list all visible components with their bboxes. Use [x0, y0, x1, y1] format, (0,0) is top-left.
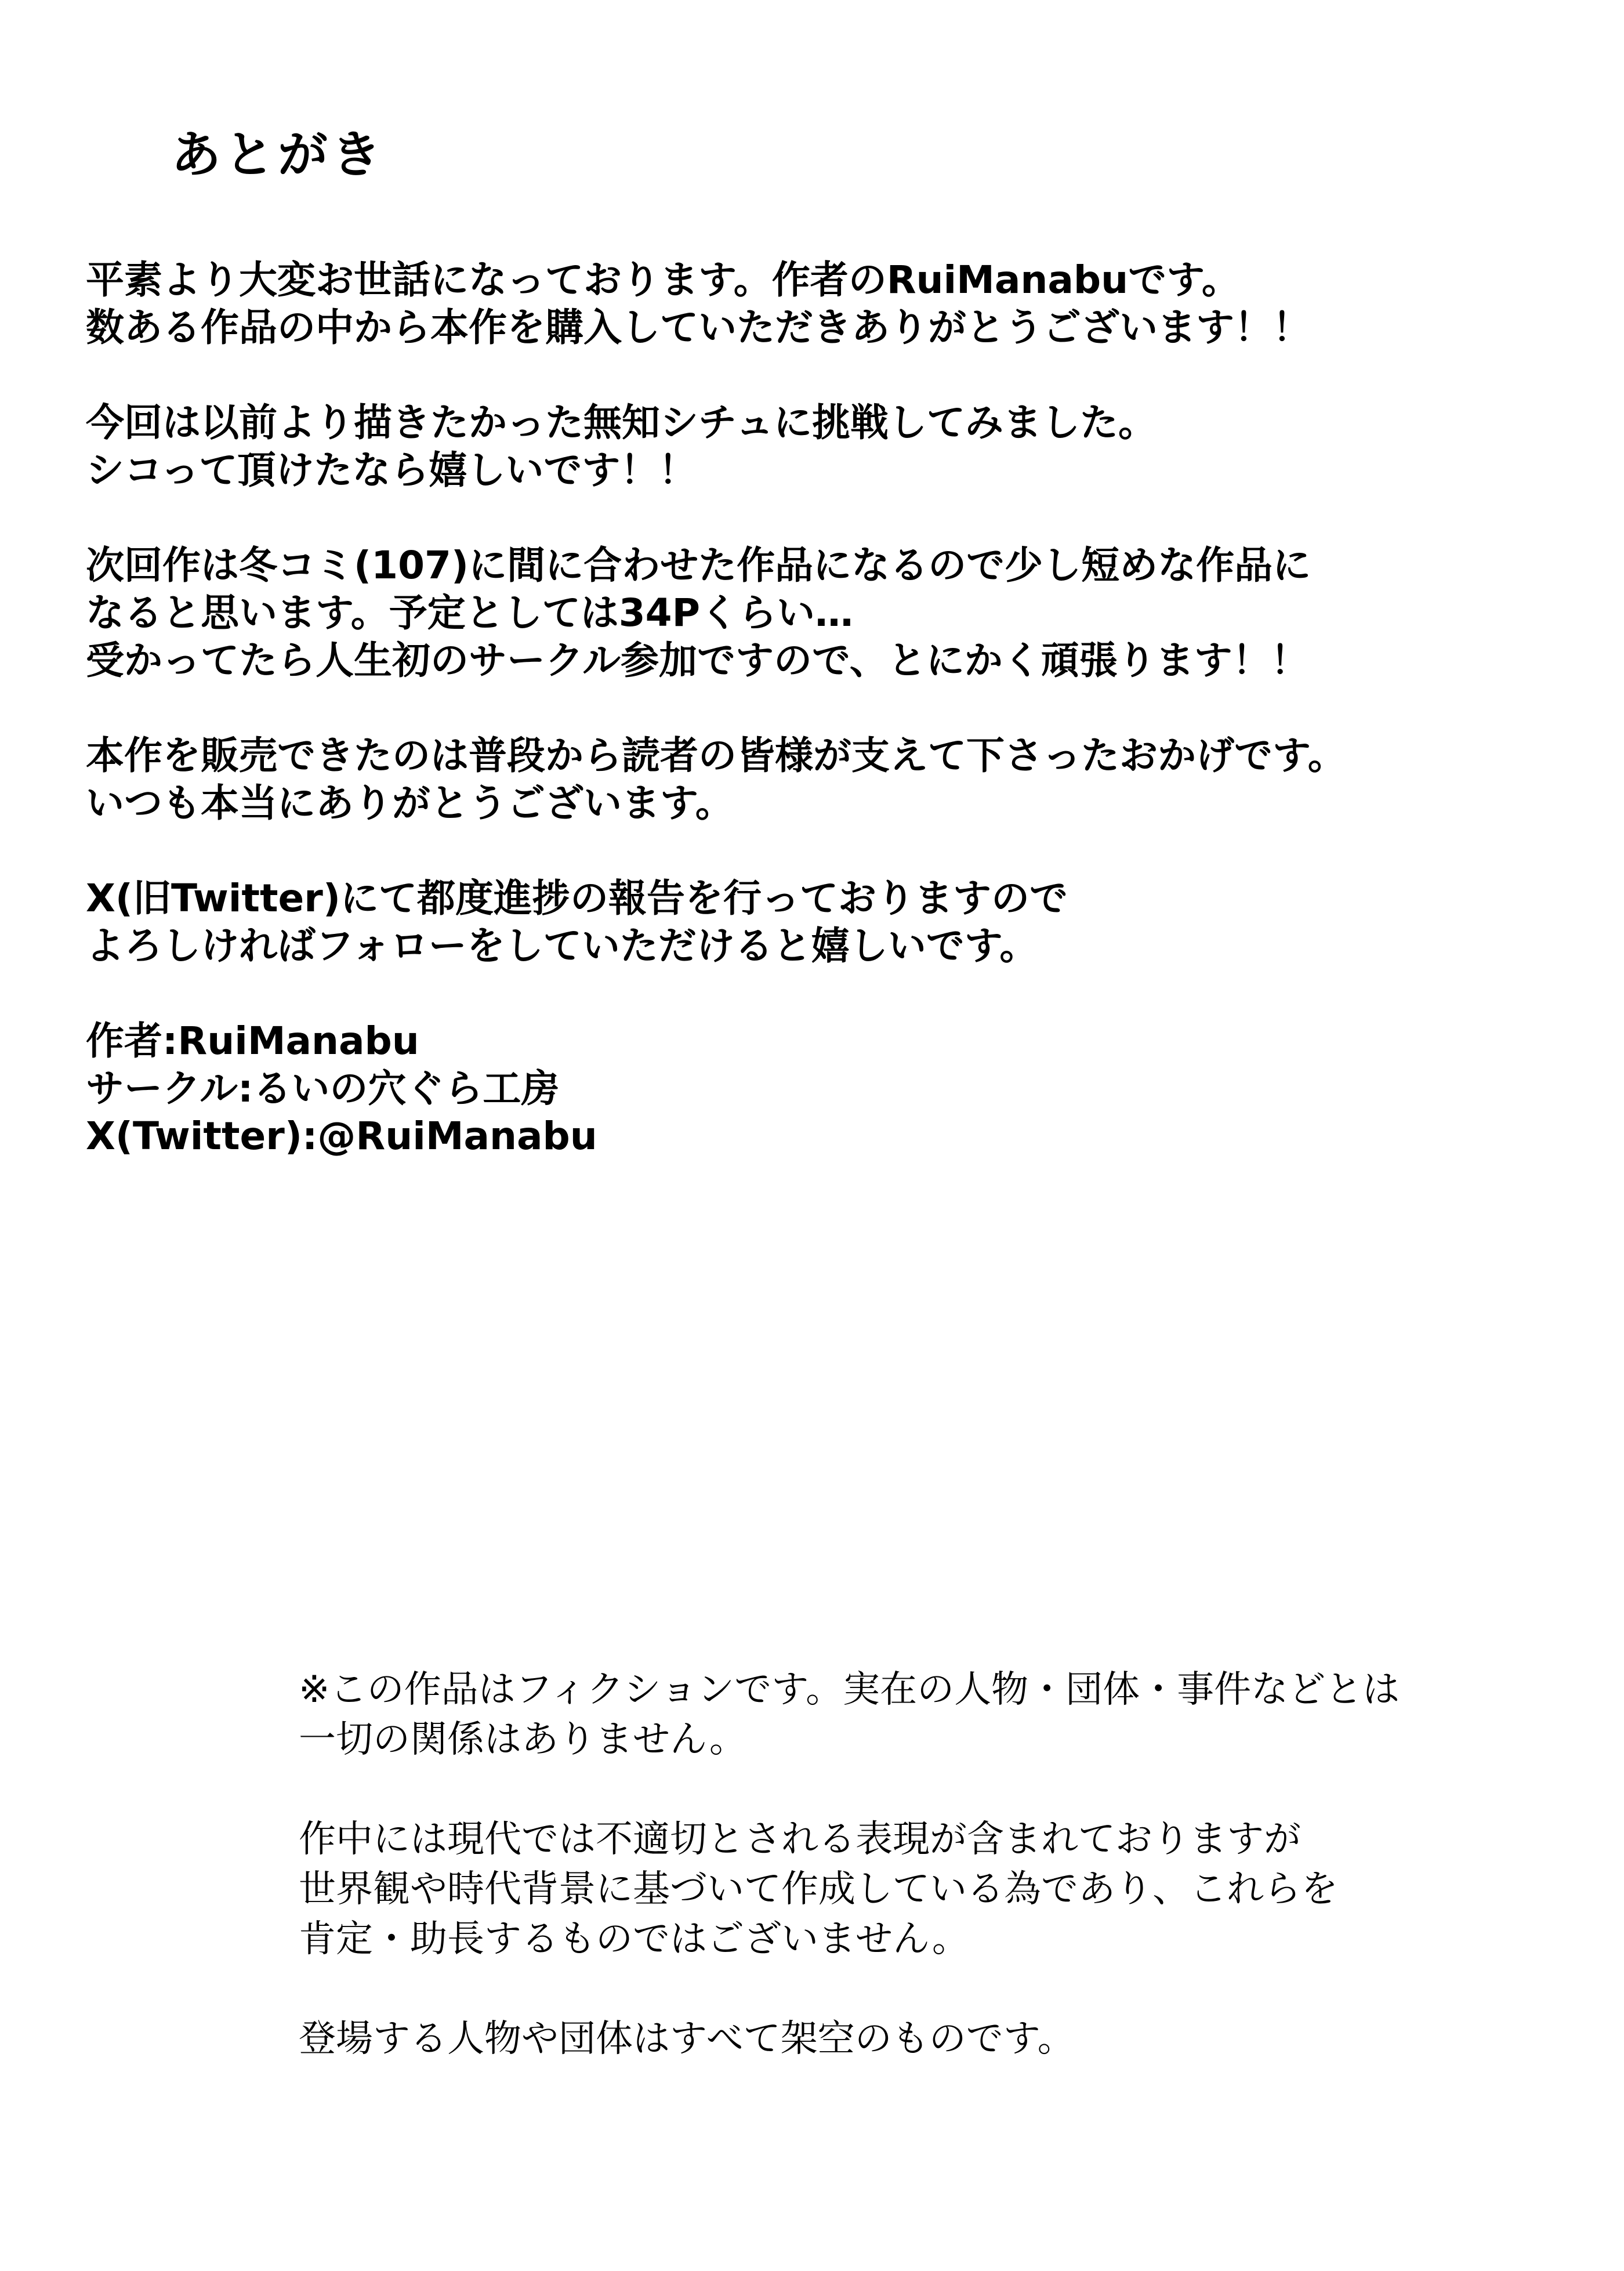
fiction-disclaimer — [299, 1665, 1575, 2064]
author-credit: 作者:RuiManabu — [86, 1019, 419, 1063]
text-line: 世界観や時代背景に基づいて作成している為であり、これらを — [299, 1868, 1338, 1911]
follow-paragraph — [86, 875, 1571, 970]
text-line: なると思います。予定としては34Pくらい… — [86, 591, 853, 635]
circle-credit: サークル:るいの穴ぐら工房 — [86, 1066, 560, 1111]
text-line: 数ある作品の中から本作を購入していただきありがとうございます！！ — [86, 305, 1311, 350]
fiction-paragraph — [299, 1665, 1575, 1765]
text-line: いつも本当にありがとうございます。 — [86, 781, 734, 825]
text-line: 肯定・助長するものではございません。 — [299, 1918, 969, 1961]
credits-block — [86, 1017, 1571, 1160]
thanks-paragraph — [86, 732, 1571, 827]
twitter-credit: X(Twitter):@RuiManabu — [86, 1114, 597, 1158]
text-line: シコって頂けたなら嬉しいです！！ — [86, 448, 697, 492]
fictional-entities-paragraph — [299, 2014, 1575, 2064]
theme-paragraph — [86, 399, 1571, 494]
greeting-paragraph — [86, 256, 1571, 352]
text-line: 次回作は冬コミ(107)に間に合わせた作品になるので少し短めな作品に — [86, 543, 1311, 588]
text-line: 受かってたら人生初のサークル参加ですので、とにかく頑張ります！！ — [86, 638, 1309, 683]
next-work-paragraph — [86, 542, 1571, 684]
expression-paragraph — [299, 1814, 1575, 1964]
text-line: 本作を販売できたのは普段から読者の皆様が支えて下さったおかげです。 — [86, 733, 1346, 778]
text-line: 登場する人物や団体はすべて架空のものです。 — [299, 2018, 1075, 2060]
text-line: 作中には現代では不適切とされる表現が含まれておりますが — [299, 1818, 1301, 1861]
text-line: ※この作品はフィクションです。実在の人物・団体・事件などとは — [299, 1668, 1400, 1711]
text-line: 今回は以前より描きたかった無知シチュに挑戦してみました。 — [86, 400, 1157, 445]
afterword-body — [86, 256, 1571, 1160]
text-line: 一切の関係はありません。 — [299, 1718, 746, 1761]
page-title: あとがき — [171, 125, 385, 184]
text-line: 平素より大変お世話になっております。作者のRuiManabuです。 — [86, 258, 1240, 302]
text-line: X(旧Twitter)にて都度進捗の報告を行っておりますので — [86, 876, 1068, 921]
text-line: よろしければフォローをしていただけると嬉しいです。 — [86, 923, 1038, 968]
